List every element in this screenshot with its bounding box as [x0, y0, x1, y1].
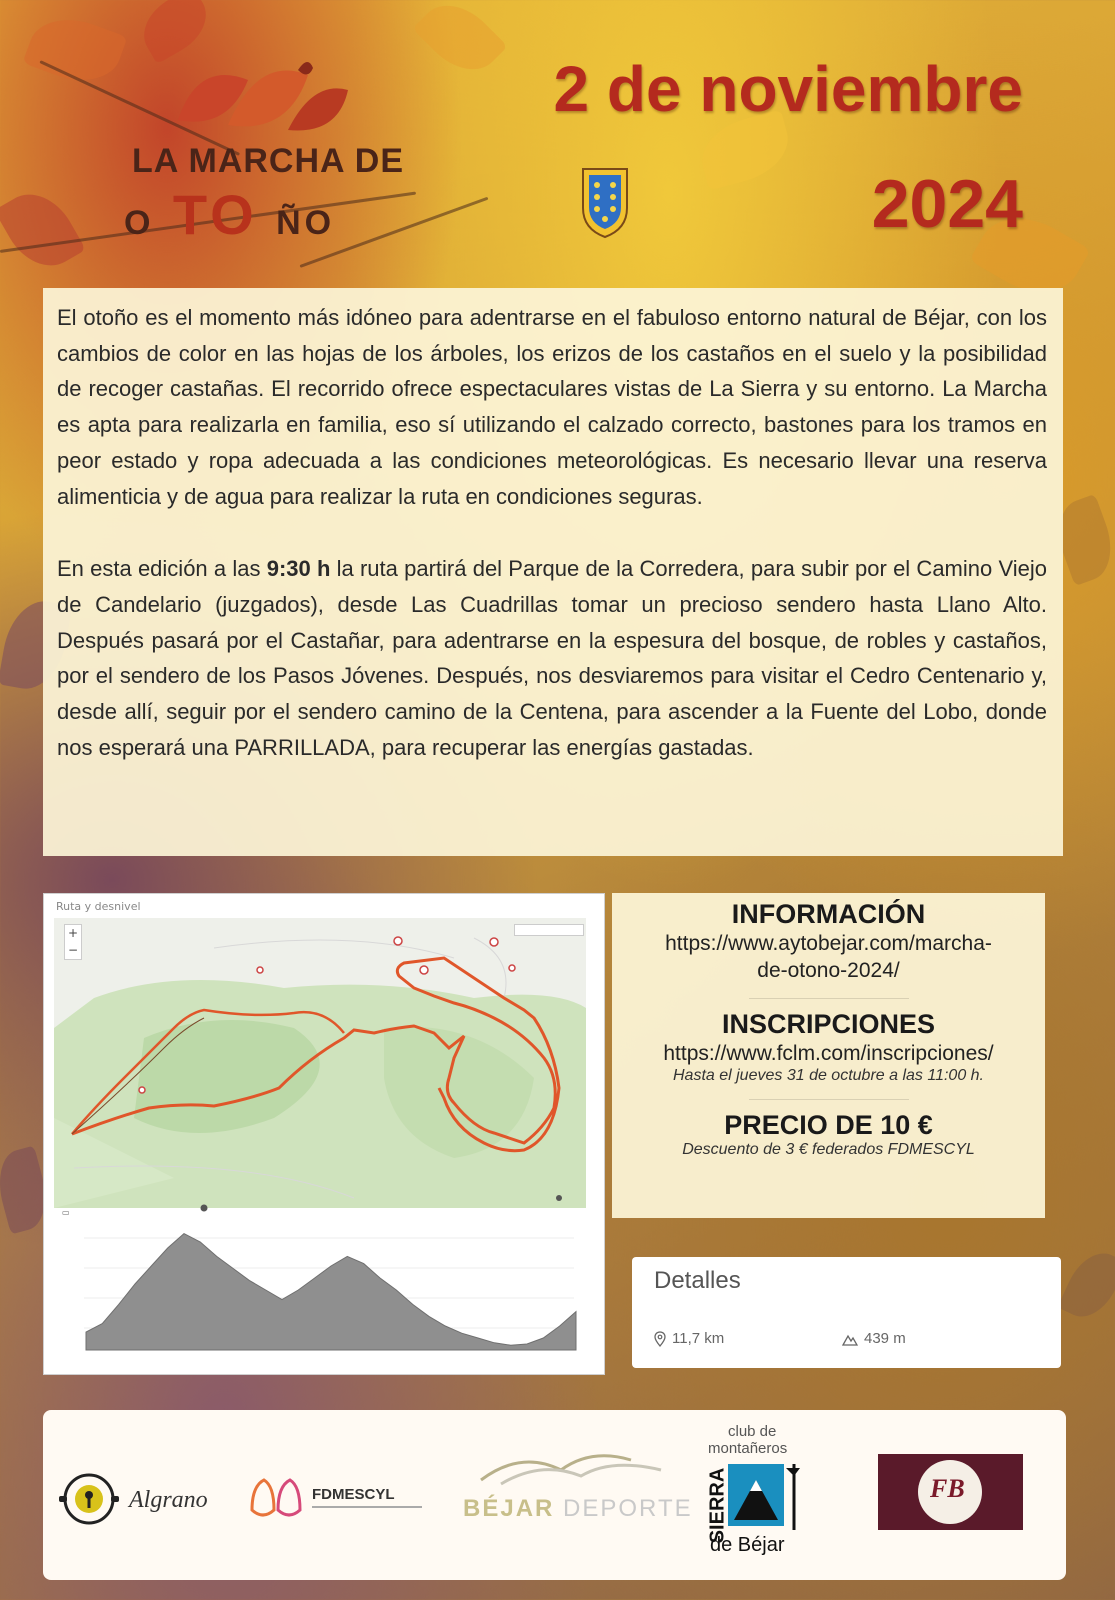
- divider: [749, 1099, 909, 1100]
- town-coat-of-arms-icon: [575, 163, 635, 243]
- logo-title-line2: [124, 182, 335, 247]
- logo-letters-no: ÑO: [276, 204, 336, 242]
- info-link-line2[interactable]: de-otono-2024/: [757, 959, 900, 982]
- sponsor-algrano: [55, 1465, 215, 1535]
- sponsor-fdmescyl: [248, 1472, 428, 1532]
- algrano-logo-icon: [55, 1465, 123, 1533]
- club-line3: SIERRA: [706, 1467, 729, 1544]
- club-line2: montañeros: [708, 1440, 788, 1457]
- sponsor-club-montaneros: [698, 1420, 833, 1570]
- paragraph-2-intro: En esta edición a las: [57, 556, 267, 582]
- registration-heading: INSCRIPCIONES: [721, 1009, 936, 1039]
- description-panel: [43, 288, 1063, 856]
- zoom-in-button[interactable]: +: [67, 926, 79, 940]
- zoom-out-button[interactable]: −: [67, 943, 79, 957]
- fdmescyl-tagline: [312, 1506, 422, 1508]
- fdmescyl-logo-icon: [248, 1472, 306, 1522]
- event-date: 2 de noviembre: [553, 53, 1023, 125]
- distance-value: 11,7 km: [672, 1330, 725, 1347]
- club-line1: club de: [728, 1423, 777, 1440]
- logo-letters-to: TO: [172, 183, 258, 246]
- route-details-card: [632, 1257, 1061, 1368]
- fb-logo-text: FB: [930, 1474, 965, 1503]
- bejar-word: BÉJAR: [463, 1495, 555, 1522]
- autumn-leaves-icon: [138, 50, 368, 150]
- price-discount: Descuento de 3 € federados FDMESCYL: [682, 1141, 975, 1158]
- info-link-line1[interactable]: https://www.aytobejar.com/marcha-: [665, 932, 992, 955]
- map-title: Ruta y desnivel: [56, 900, 141, 913]
- info-panel: [612, 893, 1045, 1218]
- algrano-name: Algrano: [129, 1487, 208, 1513]
- description-paragraph-2: [57, 551, 1047, 765]
- divider: [749, 998, 909, 999]
- club-mountain-logo-icon: [728, 1464, 800, 1530]
- details-title: Detalles: [654, 1267, 741, 1294]
- deporte-word: DEPORTE: [563, 1495, 693, 1522]
- elevation-value: 439 m: [864, 1330, 906, 1347]
- route-map-card: [43, 893, 605, 1375]
- start-time: 9:30 h: [266, 556, 331, 582]
- sponsor-bar: [43, 1410, 1066, 1580]
- registration-deadline: Hasta el jueves 31 de octubre a las 11:00 h.: [672, 1067, 984, 1084]
- distance-stat: [654, 1330, 724, 1347]
- mountain-icon: [842, 1332, 858, 1346]
- registration-link[interactable]: https://www.fclm.com/inscripciones/: [663, 1042, 994, 1065]
- location-pin-icon: [654, 1331, 666, 1347]
- sponsor-bejar-deporte: [463, 1440, 693, 1540]
- price-heading: PRECIO DE 10 €: [724, 1110, 933, 1140]
- logo-title-line1: LA MARCHA DE: [132, 142, 405, 180]
- paragraph-2-body: la ruta partirá del Parque de la Corredera, para subir por el Camino Viejo de Candelario (juzgados), desde Las Cuadrillas tomar un precioso sendero hasta Llano Alto. Después pasará por el Castañar, para adentrarse en la espesura del bosque, de robles y castaños, por el sendero de los Pasos Jóvenes. Después, nos desviaremos para visitar el Cedro Centenario y, desde allí, seguir por el sendero camino de la Centena, para ascender a la Fuente del Lobo, donde nos esperará una PARRILLADA, para recuperar las energías gastadas.: [57, 556, 1047, 760]
- club-line4: de Béjar: [710, 1534, 785, 1556]
- sponsor-fb: [878, 1454, 1023, 1530]
- fdmescyl-name: FDMESCYL: [312, 1486, 395, 1503]
- profile-marker: [201, 1205, 208, 1212]
- bejar-deporte-mountains-icon: [471, 1440, 671, 1490]
- elevation-stat: [842, 1330, 906, 1347]
- map-scale-bar: ▭: [62, 1208, 70, 1217]
- bejar-deporte-wordmark: [463, 1495, 693, 1523]
- map-layer-select[interactable]: [514, 924, 584, 936]
- route-map[interactable]: [54, 918, 594, 1358]
- info-heading: INFORMACIÓN: [731, 899, 926, 929]
- description-paragraph-1: El otoño es el momento más idóneo para adentrarse en el fabuloso entorno natural de Béjar, con los cambios de color en las hojas de los árboles, los erizos de los castaños en el suelo y la posibilidad de recoger castañas. El recorrido ofrece espectaculares vistas de La Sierra y su entorno. La Marcha es apta para realizarla en familia, eso sí utilizando el calzado correcto, bastones para los tramos en peor estado y ropa adecuada a las condiciones meteorológicas. Es necesario llevar una reserva alimenticia y de agua para realizar la ruta en condiciones seguras.: [57, 305, 1047, 509]
- logo-letter-o: O: [124, 204, 155, 242]
- event-logo: [118, 50, 408, 250]
- event-year: 2024: [871, 166, 1023, 242]
- map-zoom-controls[interactable]: [64, 924, 82, 960]
